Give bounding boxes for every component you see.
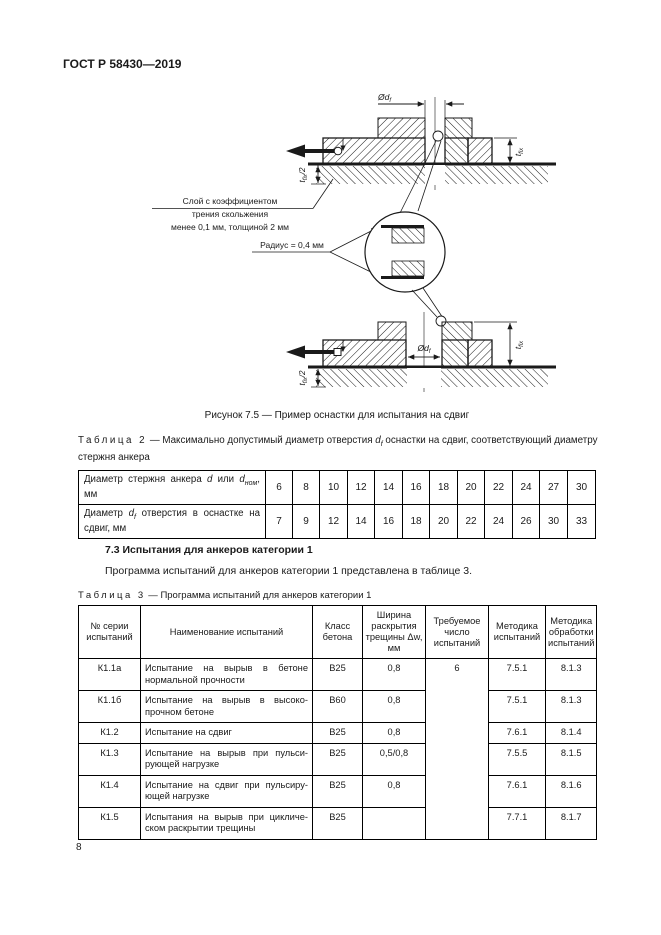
tfix-label-upper: $t_{fix}$: [514, 147, 525, 157]
table-2: [78, 470, 596, 539]
table-cell: 7.6.1: [489, 723, 546, 744]
table-cell: 22: [458, 505, 485, 539]
table-row: [79, 807, 597, 839]
table-cell: 26: [513, 505, 540, 539]
table-cell: 8: [293, 471, 320, 505]
table-3-header-row: [79, 606, 597, 659]
table-cell: 10: [320, 471, 348, 505]
table-cell: В25: [313, 743, 363, 775]
table-cell: Испытания на вырыв при цикличе-ском раскрытии трещины: [141, 807, 313, 839]
table-cell: 7.7.1: [489, 807, 546, 839]
table-cell: 16: [403, 471, 430, 505]
table-row: [79, 723, 597, 744]
table-cell: В25: [313, 659, 363, 691]
table-cell: 8.1.6: [546, 775, 597, 807]
section-paragraph: Программа испытаний для анкеров категории 1 представлена в таблице 3.: [105, 565, 472, 577]
lower-shear-section: [286, 288, 556, 392]
table-cell: 16: [375, 505, 403, 539]
table-cell: 18: [403, 505, 430, 539]
table-2-word: Таблица 2: [78, 435, 148, 446]
table-cell: 0,8: [363, 723, 426, 744]
table-row: [79, 743, 597, 775]
table-cell: 30: [540, 505, 568, 539]
table-cell: 20: [430, 505, 458, 539]
table-cell: Испытание на вырыв в высоко-прочном бетоне: [141, 691, 313, 723]
detail-bubble: [365, 212, 445, 292]
table-cell: 8.1.3: [546, 691, 597, 723]
table-cell: 18: [430, 471, 458, 505]
table-cell: В25: [313, 807, 363, 839]
table-cell: 0,8: [363, 691, 426, 723]
table-cell: 7.5.1: [489, 691, 546, 723]
table-cell: Испытание на сдвиг: [141, 723, 313, 744]
detail-marker-upper: [433, 131, 443, 141]
table-cell: Испытание на вырыв в бетоне нормальной прочности: [141, 659, 313, 691]
col-header-crack-width: Ширина раскрытия трещины Δw, мм: [363, 606, 426, 659]
col-header-required-count: Требуемое число испытаний: [426, 606, 489, 659]
table-cell: К1.1а: [79, 659, 141, 691]
table-cell: 14: [375, 471, 403, 505]
table-cell: Испытание на сдвиг при пульсиру-ющей нагрузке: [141, 775, 313, 807]
table-cell: 24: [485, 505, 513, 539]
table-cell: 8.1.7: [546, 807, 597, 839]
table-cell: 7.6.1: [489, 775, 546, 807]
hole-diameter-label-lower: $Ød_f$: [417, 343, 431, 355]
friction-layer-line2: трения скольжения: [191, 209, 269, 219]
table-cell: 30: [568, 471, 596, 505]
table-cell: 0,8: [363, 775, 426, 807]
table-cell: К1.4: [79, 775, 141, 807]
table-cell: 0,5/0,8: [363, 743, 426, 775]
figure-7-5-drawing: [0, 0, 661, 405]
row-label: Диаметр стержня анкера d или $d_{ном}$, мм: [79, 471, 266, 505]
tfix-half-label-upper: $t_{fix}/2$: [298, 167, 309, 183]
page-number: 8: [76, 842, 82, 853]
table-3-title: Таблица 3 — Программа испытаний для анкеров категории 1: [78, 590, 372, 601]
table-row: [79, 775, 597, 807]
table-cell: 7: [266, 505, 293, 539]
table-cell: 9: [293, 505, 320, 539]
table-cell: 14: [348, 505, 375, 539]
hole-diameter-label-top: $Ød_f$: [378, 92, 392, 104]
table-cell: 24: [513, 471, 540, 505]
row-label: Диаметр $d_f$ отверстия в оснастке на сдвиг, мм: [79, 505, 266, 539]
table-cell: 8.1.5: [546, 743, 597, 775]
table-cell: В60: [313, 691, 363, 723]
tfix-label-lower: $t_{fix}$: [514, 340, 525, 350]
table-cell: Испытание на вырыв при пульси-рующей нагрузке: [141, 743, 313, 775]
col-header-concrete-class: Класс бетона: [313, 606, 363, 659]
table-cell: 22: [485, 471, 513, 505]
table-cell: 27: [540, 471, 568, 505]
table-row: [79, 659, 597, 691]
table-row: [79, 691, 597, 723]
table-cell: К1.2: [79, 723, 141, 744]
col-header-series: № серии испытаний: [79, 606, 141, 659]
table-cell: 12: [348, 471, 375, 505]
table-cell: [363, 807, 426, 839]
table-cell: К1.3: [79, 743, 141, 775]
col-header-method: Методика испытаний: [489, 606, 546, 659]
table-cell: 20: [458, 471, 485, 505]
friction-layer-line1: Слой с коэффициентом: [182, 196, 278, 206]
table-cell: 6: [266, 471, 293, 505]
col-header-processing: Методика обработки испытаний: [546, 606, 597, 659]
table-cell: 8.1.4: [546, 723, 597, 744]
table-cell: В25: [313, 775, 363, 807]
friction-layer-line3: менее 0,1 мм, толщиной 2 мм: [170, 222, 290, 232]
tfix-half-label-lower: $t_{fix}/2$: [298, 370, 309, 386]
table-cell: К1.1б: [79, 691, 141, 723]
section-heading-7-3: 7.3 Испытания для анкеров категории 1: [105, 544, 313, 556]
table-3: [78, 605, 597, 840]
table-3-word: Таблица 3: [78, 590, 146, 601]
table-cell: 12: [320, 505, 348, 539]
friction-layer-note: [152, 179, 333, 232]
document-header: ГОСТ Р 58430—2019: [63, 57, 182, 71]
col-header-test-name: Наименование испытаний: [141, 606, 313, 659]
table-2-title: Таблица 2 — Максимально допустимый диаметр отверстия $d_f$ оснастки на сдвиг, соответствующий диаметру стержня анкера: [78, 435, 598, 464]
radius-note-text: Радиус = 0,4 мм: [260, 240, 324, 250]
table-cell: К1.5: [79, 807, 141, 839]
table-cell: 33: [568, 505, 596, 539]
figure-caption: Рисунок 7.5 — Пример оснастки для испытания на сдвиг: [204, 410, 470, 421]
table-cell: В25: [313, 723, 363, 744]
table-cell: 0,8: [363, 659, 426, 691]
table-2-row-hole-diameter: [79, 505, 596, 539]
tfix-dimension-upper: [494, 138, 525, 164]
radius-note: [252, 228, 379, 276]
table-cell: 7.5.5: [489, 743, 546, 775]
table-2-row-anchor-diameter: [79, 471, 596, 505]
table-cell: 7.5.1: [489, 659, 546, 691]
upper-shear-section: [286, 92, 556, 215]
table-cell-required-count: 6: [426, 659, 489, 840]
table-cell: 8.1.3: [546, 659, 597, 691]
